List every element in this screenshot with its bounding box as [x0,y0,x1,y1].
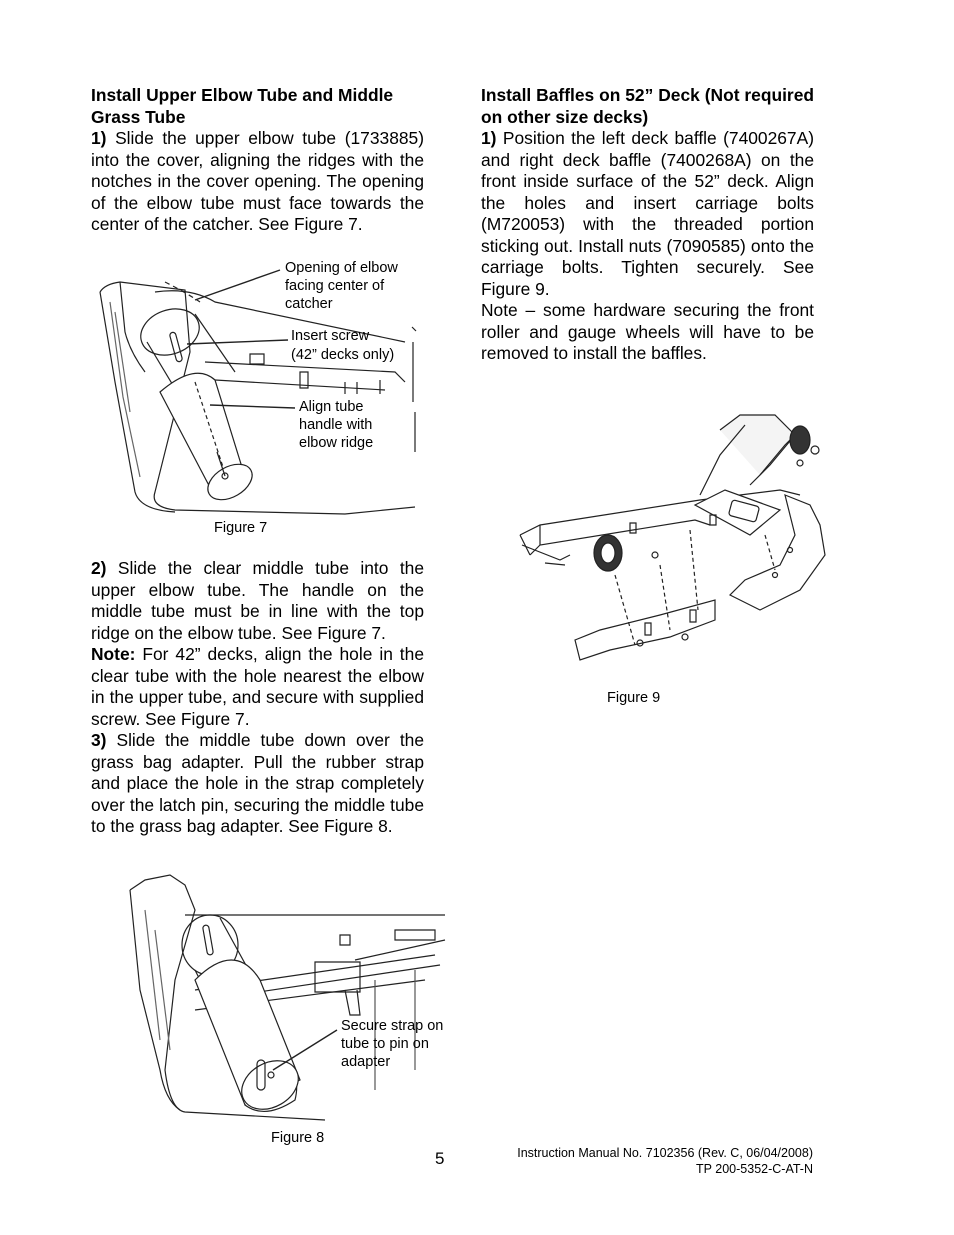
baffle-step-1-paragraph [481,128,814,300]
step-1-text: Slide the upper elbow tube (1733885) into the cover, aligning the ridges with the notches in the cover opening. The opening of the elbow tube must face towards the center of the catcher. See Figure 7. [91,128,424,234]
left-column-intro [91,85,424,236]
step-2-number: 2) [91,558,107,578]
baffle-step-1-text: Position the left deck baffle (7400267A) and right deck baffle (7400268A) on the front inside surface of the 52” deck. Align the holes and insert carriage bolts (M720053) with the threaded portion sticking out. Install nuts (7090585) onto the carriage bolts. Tighten securely. See Figure 9. [481,128,814,299]
baffle-note-paragraph: Note – some hardware securing the front roller and gauge wheels will have to be removed to install the baffles. [481,300,814,363]
figure-9-illustration [520,405,835,670]
step-2-text: Slide the clear middle tube into the upper elbow tube. The handle on the middle tube must be in line with the top ridge on the elbow tube. See Figure 7. [91,558,424,643]
right-column-baffles [481,85,814,365]
page-number: 5 [435,1149,445,1168]
note-label: Note: [91,644,136,664]
figure-7-caption: Figure 7 [214,520,268,536]
footer-manual-info [517,1145,813,1177]
step-3-paragraph [91,730,424,838]
figure-8-illustration [125,870,445,1125]
figure-9-caption: Figure 9 [607,690,661,706]
footer-tp-line: TP 200-5352-C-AT-N [696,1162,813,1176]
baffle-step-1-number: 1) [481,128,497,148]
note-text: For 42” decks, align the hole in the clear tube with the hole nearest the elbow in the upper tube, and secure with supplied screw. See Figure 7. [91,644,424,729]
figure-8-caption: Figure 8 [271,1130,325,1146]
step-2-paragraph [91,558,424,644]
step-1-paragraph [91,128,424,236]
callout-insert-screw-line-2: (42” decks only) [291,347,395,363]
callout-insert-screw-line-1: Insert screw [291,328,370,344]
step-1-number: 1) [91,128,107,148]
callout-align-tube: Align tube handle with elbow ridge [299,399,374,451]
footer-manual-line: Instruction Manual No. 7102356 (Rev. C, 06/04/2008) [517,1146,813,1160]
left-column-steps [91,558,424,838]
callout-opening-of-elbow: Opening of elbow facing center of catcher [285,260,398,312]
section-heading-baffles: Install Baffles on 52” Deck (Not required on other size decks) [481,85,814,127]
section-heading-elbow-tube: Install Upper Elbow Tube and Middle Grass Tube [91,85,394,127]
step-3-number: 3) [91,730,107,750]
callout-secure-strap: Secure strap on tube to pin on adapter [341,1018,444,1070]
note-paragraph [91,644,424,730]
step-3-text: Slide the middle tube down over the grass bag adapter. Pull the rubber strap and place the hole in the strap completely over the latch pin, securing the middle tube to the grass bag adapter. See Figure 8. [91,730,424,836]
